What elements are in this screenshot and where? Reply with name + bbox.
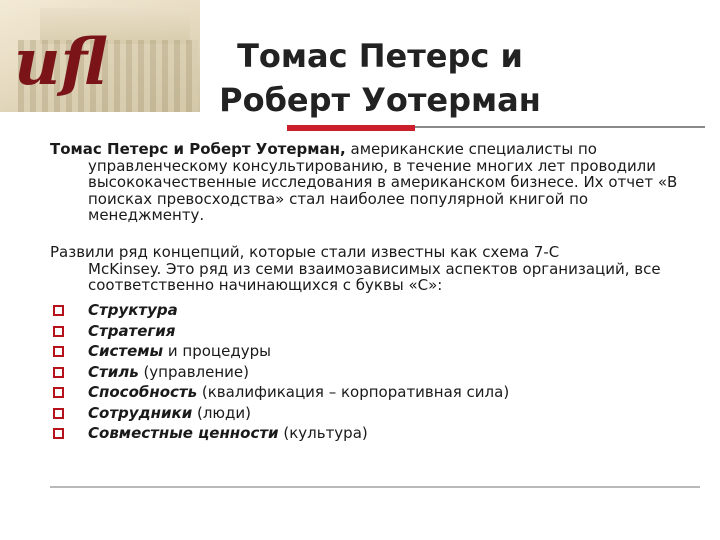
item-term: Стиль: [88, 362, 139, 381]
intro-first-line-rest: американские специалисты по: [345, 140, 597, 158]
concepts-first-line: Развили ряд концепций, которые стали известны как схема 7-С: [50, 243, 560, 261]
hollow-square-bullet-icon: [53, 428, 64, 439]
university-logo: [0, 0, 200, 112]
hollow-square-bullet-icon: [53, 346, 64, 357]
item-term: Структура: [88, 301, 178, 319]
list-item: [50, 300, 690, 321]
list-item: [50, 423, 690, 444]
hollow-square-bullet-icon: [53, 326, 64, 337]
list-item: [50, 362, 690, 383]
hollow-square-bullet-icon: [53, 367, 64, 378]
title-line-2: Роберт Уотерман: [219, 81, 541, 119]
seven-s-list: [50, 300, 690, 444]
item-rest: (управление): [138, 362, 249, 381]
item-rest: (люди): [192, 403, 252, 422]
item-term: Сотрудники: [88, 403, 193, 422]
intro-continuation: управленческому консультированию, в течение многих лет проводили высококачественные исследования в американском бизнесе. Их отчет «В поисках превосходства» стал наиболее популярной книгой по менеджменту.: [88, 156, 678, 224]
list-item: [50, 321, 690, 342]
concepts-paragraph: [50, 244, 690, 294]
hollow-square-bullet-icon: [53, 387, 64, 398]
item-term: Стратегия: [88, 321, 176, 340]
accent-red-bar: [287, 125, 415, 131]
logo-monogram-text: ufl: [14, 25, 108, 100]
footer-divider-rule: [50, 486, 700, 488]
list-item: [50, 403, 690, 424]
slide-title: [200, 34, 560, 122]
title-line-1: Томас Петерс и: [237, 37, 523, 75]
item-rest: и процедуры: [163, 342, 271, 360]
list-item: [50, 382, 690, 403]
intro-paragraph: [50, 141, 690, 224]
item-rest: (квалификация – корпоративная сила): [197, 383, 510, 401]
item-rest: (культура): [278, 424, 368, 442]
intro-lead: Томас Петерс и Роберт Уотерман,: [50, 140, 346, 158]
item-term: Способность: [88, 383, 198, 401]
title-divider-rule: [415, 126, 705, 128]
logo-monogram-icon: [0, 0, 200, 112]
item-term: Системы: [88, 342, 164, 360]
hollow-square-bullet-icon: [53, 408, 64, 419]
list-item: [50, 341, 690, 362]
hollow-square-bullet-icon: [53, 305, 64, 316]
concepts-continuation: McKinsey. Это ряд из семи взаимозависимых аспектов организаций, все соответственно начинающихся с буквы «С»:: [88, 259, 661, 294]
item-term: Совместные ценности: [88, 424, 279, 442]
